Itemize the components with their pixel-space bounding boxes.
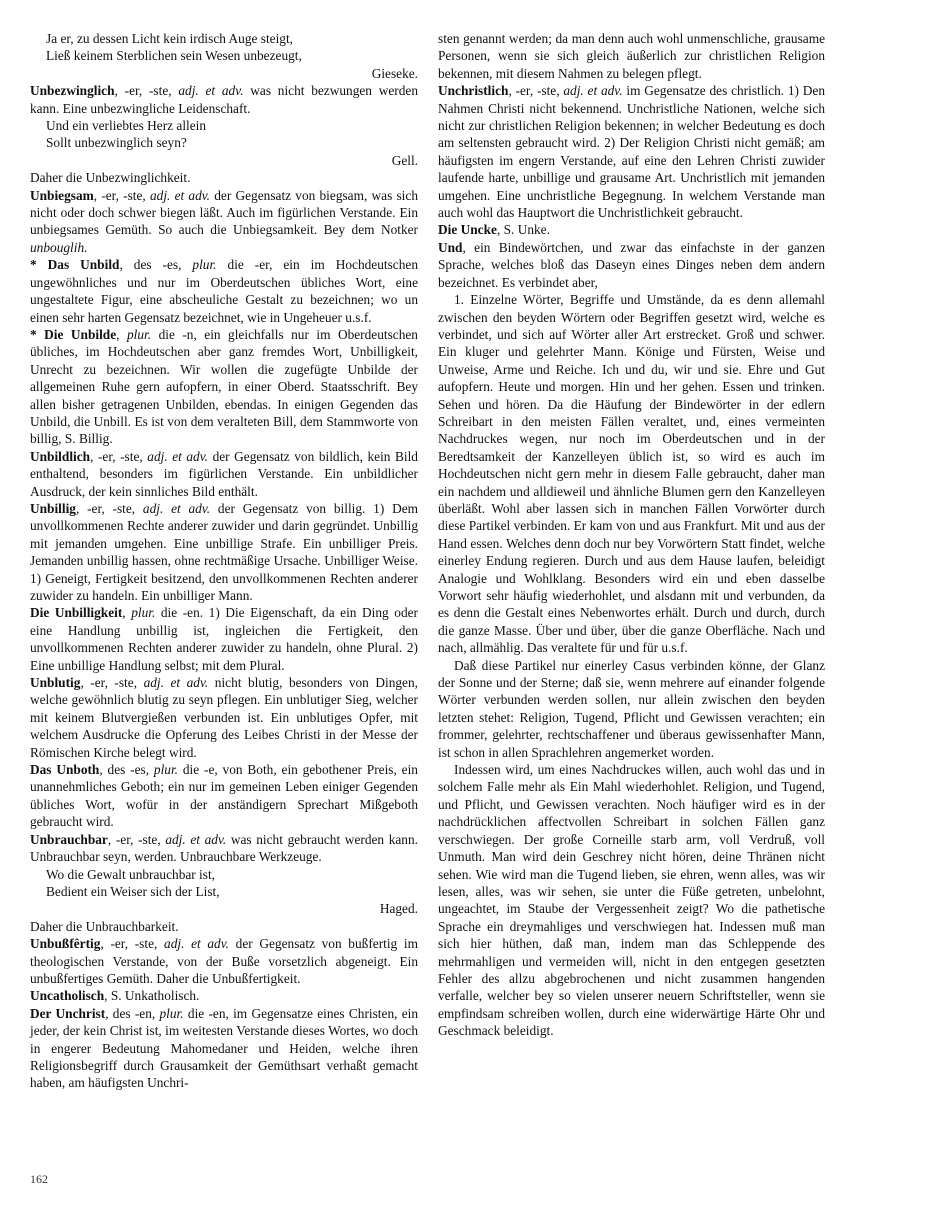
headword: Unchristlich	[438, 83, 509, 99]
text-line: Daher die Unbezwinglichkeit.	[30, 170, 191, 186]
verse-source: Gell.	[391, 152, 418, 168]
continued-text: sten genannt werden; da man denn auch wohl unmenschliche, grausame Personen, wenn sie sich gleich äußerlich zur christlichen Religion bekennen, mit diesem Nahmen zu belegen pflegt.	[438, 31, 825, 81]
headword: * Die Unbilde	[30, 326, 117, 342]
entry-unbrauchbar: Unbrauchbar, -er, -ste, adj. et adv. was nicht gebraucht werden kann. Unbrauchbar seyn, werden. Unbrauchbare Werkzeuge.	[30, 831, 418, 865]
verse-line: Und ein verliebtes Herz allein	[46, 118, 207, 134]
headword: Die Unbilligkeit	[30, 605, 123, 621]
entry-unblutig: Unblutig, -er, -ste, adj. et adv. nicht blutig, besonders von Dingen, welche gewöhnlich blutig zu seyn pflegen. Ein unblutiger Sieg, welcher mit keinem Blutvergießen verbunden ist. Ein unblutiges Opfer, mit welchem Ausdrucke die Opferung des Leibes Christi in der Messe der Römischen Kirche belegt wird.	[30, 675, 418, 760]
entry-unbildlich: Unbildlich, -er, -ste, adj. et adv. der Gegensatz von bildlich, kein Bild enthaltend, besonders im figürlichen Verstande. Ein unbildlicher Ausdruck, der kein sinnliches Bild enthält.	[30, 448, 418, 499]
entry-unchrist: Der Unchrist, des -en, plur. die -en, im Gegensatze eines Christen, ein jeder, der kein Christ ist, im weitesten Verstande dieses Wortes, wo doch in engerer Bedeutung Mahomedaner und Heiden, welche ihren Religionsbegriff durch Grausamkeit der Gemüthsart verhaßt gemacht haben, am häufigsten Unchri-	[30, 1005, 419, 1091]
headword: Und	[438, 239, 463, 255]
entry-unbilligkeit: Die Unbilligkeit, plur. die -en. 1) Die Eigenschaft, da ein Ding oder eine Handlung unbillig ist, ingleichen die Fertigkeit, den unvollkommenen Rechten anderer zuwider zu handeln, ohne Plural. 2) Eine unbillige Handlung selbst; mit dem Plural.	[30, 605, 418, 673]
entry-unbild: * Das Unbild, des -es, plur. die -er, ein im Hochdeutschen ungewöhnliches und nur im Oberdeutschen übliches Wort, eine ungestaltete Figur, eine abscheuliche Gestalt zu bezeichnen; wo un einen sehr harten Gegensatz bezeichnet, wie in Ungeheuer u.s.f.	[30, 257, 418, 325]
headword: Die Uncke	[438, 222, 497, 238]
headword: Unbrauchbar	[30, 831, 108, 847]
entry-uncke: Die Uncke, S. Unke.	[438, 222, 550, 238]
entry-unbillig: Unbillig, -er, -ste, adj. et adv. der Gegensatz von billig. 1) Dem unvollkommenen Rechte anderer zuwider und darin gegründet. Unbillig mit jemanden umgehen. Eine unbillige Strafe. Ein unbilliger Preis. Jemanden unbillig hassen, ohne rechtmäßige Ursache. Unbilliger Weise. 1) Geneigt, Fertigkeit besitzend, den unvollkommenen Rechten anderer zuwider zu handeln. Ein unbilliger Mann.	[30, 500, 419, 603]
page-number: 162	[30, 1172, 48, 1186]
entry-unbussfertig: Unbußfêrtig, -er, -ste, adj. et adv. der Gegensatz von bußfertig im theologischen Verstande, von der Buße vorsetzlich abgeneigt. Ein unbußfertiges Gemüth. Daher die Unbußfertigkeit.	[30, 936, 418, 986]
headword: Unbezwinglich	[30, 83, 115, 99]
headword: Unbildlich	[30, 448, 91, 464]
headword: Uncatholisch	[30, 988, 105, 1004]
headword: Unblutig	[30, 675, 81, 691]
headword: Das Unboth	[30, 762, 100, 778]
entry-unbezwinglich: Unbezwinglich, -er, -ste, adj. et adv. was nicht bezwungen werden kann. Eine unbezwingliche Leidenschaft.	[30, 83, 418, 116]
headword: Unbiegsam	[30, 187, 94, 203]
right-column	[438, 30, 825, 1040]
verse-line: Ließ keinem Sterblichen sein Wesen unbezeugt,	[46, 48, 302, 64]
verse-line: Sollt unbezwinglich seyn?	[46, 135, 187, 151]
headword: Unbußfêrtig	[30, 936, 101, 952]
headword: * Das Unbild	[30, 257, 120, 273]
paragraph: Daß diese Partikel nur einerley Casus verbinden könne, der Glanz der Sonne und der Sterne; daß sie, wenn mehrere auf einander folgende Wörter verbunden werden sollen, nur allein zwischen den beyden letzten stehet: Religion, Tugend, Pflicht und Gewissen verachten; ein frommer, gelehrter, rechtschaffener und überaus gewissenhafter Mann, ist schon in allen Sprachlehren angemerket worden.	[438, 657, 825, 760]
verse-line: Bedient ein Weiser sich der List,	[46, 883, 220, 899]
verse-line: Ja er, zu dessen Licht kein irdisch Auge steigt,	[46, 31, 294, 46]
entry-unboth: Das Unboth, des -es, plur. die -e, von Both, ein gebothener Preis, ein unannehmliches Geboth; ein nur im gemeinen Leben einiger Gegenden übliches Wort, wofür in der anständigern Sprechart Mißgeboth gebraucht wird.	[30, 762, 418, 830]
verse-source: Haged.	[379, 901, 418, 917]
verse-source: Gieseke.	[371, 65, 418, 81]
entry-unchristlich: Unchristlich, -er, -ste, adj. et adv. im Gegensatze des christlich. 1) Den Nahmen Christi nicht bekennend. Unchristliche Nationen, welche sich nicht zur christlichen Religion bekennen; in welcher Bedeutung es doch am seltensten gebraucht wird. 2) Der Religion Christi nicht gemäß; am häufigsten im engern Verstande, auf eine den Lehren Christi zuwider laufende harte, unbillige und grausame Art. Unchristlich mit jemanden umgehen. Eine unchristliche Begegnung. In welchem Verstande man auch wohl das Hauptwort die Unchristlichkeit gebraucht.	[438, 83, 825, 221]
entry-und: Und, ein Bindewörtchen, und zwar das einfachste in der ganzen Sprache, welches bloß das Daseyn eines Dinges neben dem andern bezeichnet. Es verbindet aber,	[438, 239, 825, 290]
headword: Unbillig	[30, 500, 76, 516]
headword: Der Unchrist	[30, 1005, 106, 1021]
entry-uncatholisch: Uncatholisch, S. Unkatholisch.	[30, 988, 200, 1004]
verse-line: Wo die Gewalt unbrauchbar ist,	[46, 866, 216, 882]
text-line: Daher die Unbrauchbarkeit.	[30, 918, 179, 934]
left-column	[30, 30, 418, 1092]
entry-unbiegsam: Unbiegsam, -er, -ste, adj. et adv. der Gegensatz von biegsam, was sich nicht oder doch schwer biegen läßt. Auch im figürlichen Verstande. Ein unbiegsames Gemüth. So auch die Unbiegsamkeit. Bey dem Notker unbouglih.	[30, 187, 418, 255]
paragraph: Indessen wird, um eines Nachdruckes willen, auch wohl das und in solchem Falle mehr als Ein Mahl wiederhohlet. Religion, und Tugend, und Pflicht, und Gewissen verachten. Noch häufiger wird es in der nachdrücklichen affectvollen Schreibart in solchen Fällen ganz verschwiegen. Der große Corneille starb arm, voll Verdruß, voll Unmuth. Man wird dein Geschrey nicht hören, deine Thränen nicht sehen. Wie wird man die Tugend lieben, sie ehren, wenn alles, was wir lesen, alles, was wir sehen, sie unter die Füße getreten, unbelohnt, ungeachtet, im Staube der Vergessenheit zeigt? Wo die pathetische Sprache ein dreymahliges und verschwiegen hat. Indessen muß man sich hier hüthen, daß man, indem man das Schleppende des mehrmahligen und vermeiden will, nicht in den entgegen gesetzten Fehler des allzu abgebrochenen und nicht zusammen hangenden verfalle, welcher bey so vielen unserer neuern Schriftsteller, wenn sie empfindsam schreiben wollen, durch eine widerwärtige Härte Ohr und Geschmack beleidigt.	[438, 762, 825, 1039]
entry-unbilde: * Die Unbilde, plur. die -n, ein gleichfalls nur im Oberdeutschen übliches, im Hochdeutschen aber ganz fremdes Wort, Unbilligkeit, Unrecht zu bezeichnen. Wir wollen die zugefügte Unbilde der allgemeinen Ruhe gern aufopfern, in einer Oberd. Staatsschrift. Bey allen bisher getragenen Unbilden, ebendas. In einigen Gegenden das Unbild, die Unbill. Es ist von dem veralteten Bill, dem Stammworte von billig, S. Billig.	[30, 326, 418, 447]
paragraph: 1. Einzelne Wörter, Begriffe und Umstände, da es denn allemahl zwischen den beyden Wörtern oder Begriffen gesetzt wird, welche es verbindet, und sich auf Wörter aller Art erstrecket. Groß und schwer. Ein kluger und gelehrter Mann. Könige und Fürsten, Weise und Unweise, Arme und Reiche. Ich und du, wir und sie. Ehre und Gut aufopfern. Heute und morgen. Hin und her gehen. Essen und trinken. Sehen und hören. Da die Häufung der Bindewörter in der edlern Schreibart in den meisten Fällen veraltet, und, eines vermeinten Nachdruckes wegen, nur noch im Oberdeutschen und in der Beredtsamkeit der Kanzelleyen üblich ist, so wird es auch im Hochdeutschen nicht gern mehr in diesem Falle gebraucht, daher man ein nachdem und alldieweil und ähnliche Blumen gern den Kanzelleyen überläßt. Wohl aber lassen sich in manchen Fällen Vorwörter durch diese Partikel verbinden. Er kam von und aus Frankfurt. Mit und aus der Hand essen. Welches denn doch nur bey Vorwörtern Statt findet, welche einerley Endung regieren. Durch und aus dem Hause laufen, beleidigt Analogie und Wohlklang. Besonders wird ein und eben dasselbe Vorwort sehr häufig wiederhohlet, und alsdann mit und verbunden, da es denn die Gestalt eines Nebenwortes erhält. Durch und durch, durch die ganze Masse. Über und über, über die ganze Oberfläche. Nach und nach, allmählig. Das veraltete für und für u.s.f.	[438, 292, 825, 656]
